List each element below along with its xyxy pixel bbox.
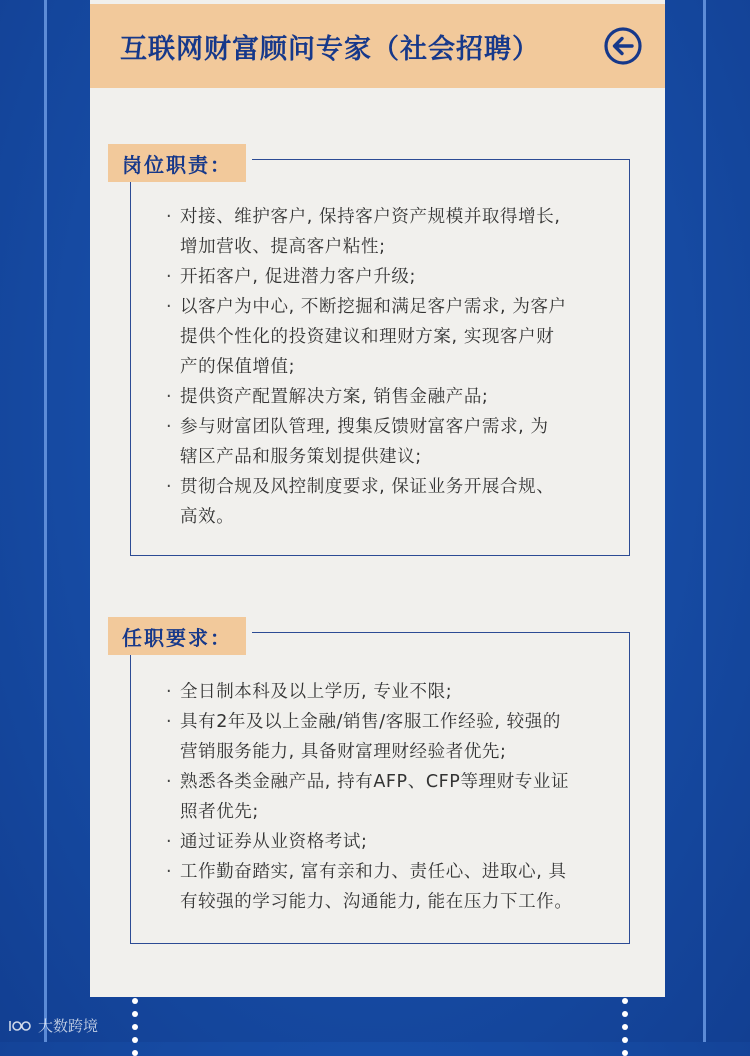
bullet-marker: · — [166, 417, 173, 437]
watermark — [8, 1015, 98, 1036]
decorative-dots-right — [622, 998, 628, 1056]
list-item — [166, 262, 611, 292]
back-arrow-circle-icon[interactable] — [603, 26, 643, 66]
bullet-marker: · — [166, 297, 173, 317]
duties-list — [166, 202, 611, 532]
item-text-line: 工作勤奋踏实, 富有亲和力、责任心、进取心, 具 — [180, 862, 567, 882]
list-item — [166, 707, 611, 767]
item-text-line: 通过证券从业资格考试; — [180, 832, 368, 852]
bullet-marker: · — [166, 712, 173, 732]
card-header — [90, 4, 665, 88]
list-item — [166, 292, 611, 382]
item-text-line: 增加营收、提高客户粘性; — [180, 237, 386, 257]
background-line-left — [44, 0, 47, 1042]
item-text-line: 熟悉各类金融产品, 持有AFP、CFP等理财专业证 — [180, 772, 570, 792]
item-text-line: 开拓客户, 促进潜力客户升级; — [180, 267, 417, 287]
item-text-line: 对接、维护客户, 保持客户资产规模并取得增长, — [180, 207, 561, 227]
bullet-marker: · — [166, 387, 173, 407]
list-item — [166, 677, 611, 707]
watermark-logo-icon — [8, 1018, 32, 1034]
job-card — [90, 0, 665, 997]
bullet-marker: · — [166, 682, 173, 702]
list-item — [166, 202, 611, 262]
list-item — [166, 827, 611, 857]
bullet-marker: · — [166, 772, 173, 792]
item-text-line: 有较强的学习能力、沟通能力, 能在压力下工作。 — [180, 892, 573, 912]
item-text-line: 提供资产配置解决方案, 销售金融产品; — [180, 387, 489, 407]
requirements-heading: 任职要求： — [108, 617, 246, 655]
duties-heading: 岗位职责： — [108, 144, 246, 182]
bullet-marker: · — [166, 207, 173, 227]
requirements-list — [166, 677, 611, 917]
list-item — [166, 472, 611, 532]
item-text-line: 全日制本科及以上学历, 专业不限; — [180, 682, 453, 702]
item-text-line: 贯彻合规及风控制度要求, 保证业务开展合规、 — [180, 477, 555, 497]
item-text-line: 参与财富团队管理, 搜集反馈财富客户需求, 为 — [180, 417, 549, 437]
background-line-right — [703, 0, 706, 1042]
item-text-line: 具有2年及以上金融/销售/客服工作经验, 较强的 — [180, 712, 561, 732]
item-text-line: 营销服务能力, 具备财富理财经验者优先; — [180, 742, 507, 762]
decorative-dots-left — [132, 998, 138, 1056]
list-item — [166, 412, 611, 472]
duties-section — [108, 144, 632, 556]
item-text-line: 提供个性化的投资建议和理财方案, 实现客户财 — [180, 327, 555, 347]
item-text-line: 高效。 — [180, 507, 235, 527]
bullet-marker: · — [166, 477, 173, 497]
list-item — [166, 767, 611, 827]
requirements-section — [108, 617, 632, 944]
list-item — [166, 382, 611, 412]
item-text-line: 以客户为中心, 不断挖掘和满足客户需求, 为客户 — [180, 297, 567, 317]
bullet-marker: · — [166, 832, 173, 852]
item-text-line: 照者优先; — [180, 802, 259, 822]
bullet-marker: · — [166, 862, 173, 882]
bullet-marker: · — [166, 267, 173, 287]
item-text-line: 产的保值增值; — [180, 357, 296, 377]
list-item — [166, 857, 611, 917]
page-title: 互联网财富顾问专家（社会招聘） — [120, 33, 540, 65]
item-text-line: 辖区产品和服务策划提供建议; — [180, 447, 422, 467]
watermark-text: 大数跨境 — [38, 1017, 99, 1035]
